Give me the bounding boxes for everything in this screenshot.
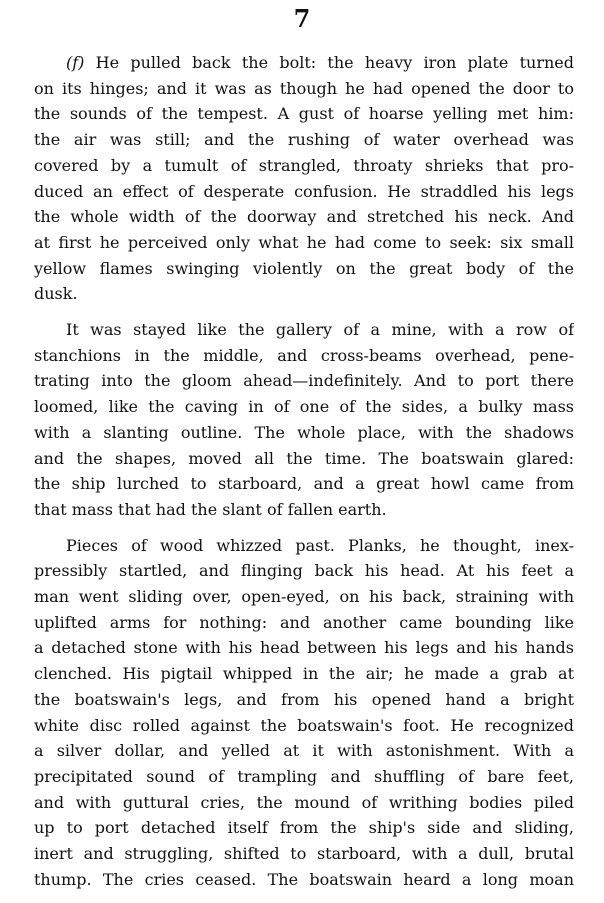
text-line: at first he perceived only what he had come to seek: six small — [34, 232, 574, 252]
text-line: a detached stone with his head between his legs and his hands — [34, 638, 574, 658]
text-line: clenched. His pigtail whipped in the air; he made a grab at — [34, 664, 574, 684]
text-line: a silver dollar, and yelled at it with astonishment. With a — [34, 741, 574, 761]
text-line: stanchions in the middle, and cross-beams overhead, pene- — [34, 345, 574, 365]
text-line: the whole width of the doorway and stretched his neck. And — [34, 207, 574, 227]
text-line: up to port detached itself from the ship's side and sliding, — [34, 818, 574, 838]
paragraph-2 — [34, 317, 574, 523]
paragraph-1 — [34, 50, 574, 307]
text-line: on its hinges; and it was as though he had opened the door to — [34, 78, 574, 98]
text-line: inert and struggling, shifted to starboard, with a dull, brutal — [34, 844, 574, 864]
text-line: that mass that had the slant of fallen earth. — [34, 499, 387, 519]
text-line: man went sliding over, open-eyed, on his back, straining with — [34, 587, 574, 607]
text-line: duced an effect of desperate confusion. He straddled his legs — [34, 181, 574, 201]
text-line: and the shapes, moved all the time. The boatswain glared: — [34, 448, 574, 468]
text-line: covered by a tumult of strangled, throaty shrieks that pro- — [34, 155, 574, 175]
text-line: yellow flames swinging violently on the great body of the — [34, 258, 574, 278]
text-line: It was stayed like the gallery of a mine, with a row of — [66, 320, 574, 340]
body-text — [34, 50, 574, 903]
page-number: 7 — [293, 4, 311, 33]
text-line: thump. The cries ceased. The boatswain heard a long moan — [34, 869, 574, 889]
text-line: loomed, like the caving in of one of the sides, a bulky mass — [34, 397, 574, 417]
text-line: with a slanting outline. The whole place, with the shadows — [34, 422, 574, 442]
text-line: white disc rolled against the boatswain's foot. He recognized — [34, 715, 574, 735]
text-line: (f) He pulled back the bolt: the heavy iron plate turned — [66, 53, 574, 72]
text-line: dusk. — [34, 284, 78, 304]
text-line: the ship lurched to starboard, and a great howl came from — [34, 474, 574, 494]
text-line: the boatswain's legs, and from his opened hand a bright — [34, 689, 574, 709]
text-line: pressibly startled, and flinging back his head. At his feet a — [34, 561, 574, 581]
text-line: uplifted arms for nothing: and another came bounding like — [34, 612, 574, 632]
paragraph-marker: (f) — [66, 53, 85, 72]
text-line: the air was still; and the rushing of water overhead was — [34, 130, 574, 150]
text-line: precipitated sound of trampling and shuffling of bare feet, — [34, 766, 574, 786]
text-line: the sounds of the tempest. A gust of hoarse yelling met him: — [34, 104, 574, 124]
text-line: trating into the gloom ahead—indefinitely. And to port there — [34, 371, 574, 391]
paragraph-3 — [34, 533, 574, 893]
text-line: Pieces of wood whizzed past. Planks, he thought, inex- — [66, 535, 574, 555]
text-line: and with guttural cries, the mound of writhing bodies piled — [34, 792, 574, 812]
